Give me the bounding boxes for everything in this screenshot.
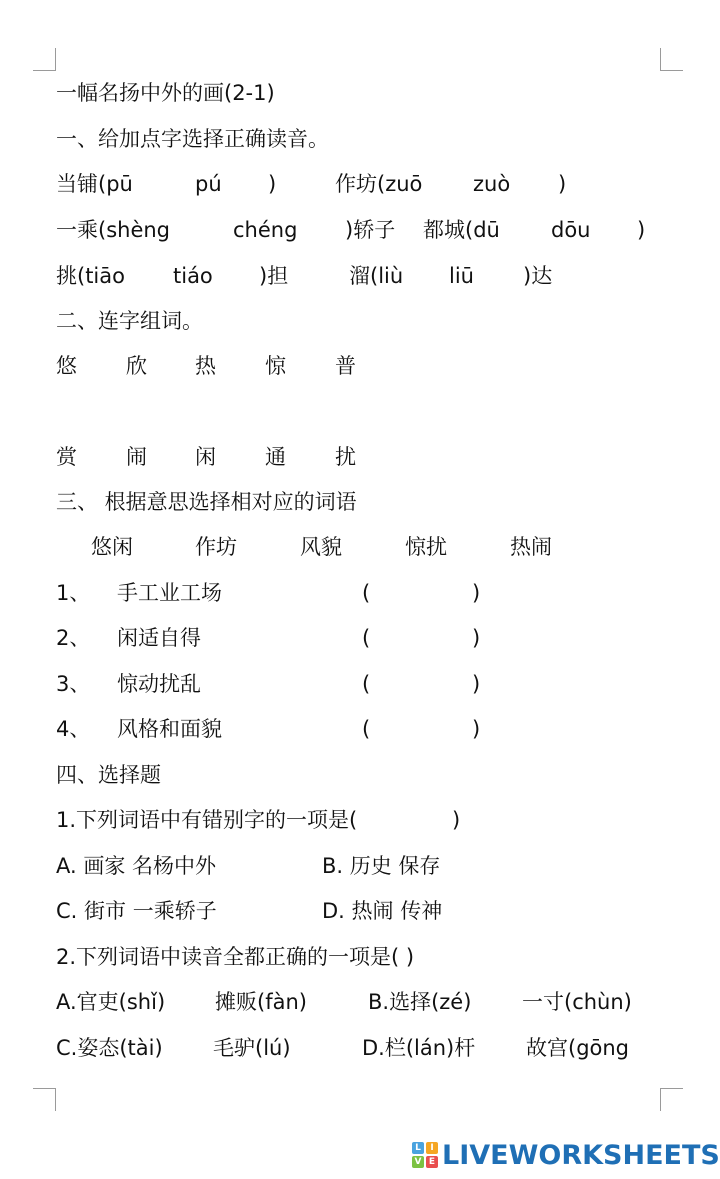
question-text: 2.下列词语中读音全都正确的一项是( ) bbox=[56, 945, 415, 969]
pinyin-option[interactable]: 当铺(pū bbox=[56, 172, 133, 196]
answer-blank[interactable]: ( bbox=[362, 626, 371, 650]
choice-option[interactable]: C.姿态(tài) bbox=[56, 1036, 163, 1060]
answer-blank[interactable]: ) bbox=[452, 808, 461, 832]
bracket-text: )担 bbox=[259, 264, 289, 288]
word-bank-item[interactable]: 作坊 bbox=[195, 535, 237, 559]
match-char[interactable]: 通 bbox=[265, 445, 286, 469]
pinyin-option[interactable]: 作坊(zuō bbox=[335, 172, 423, 196]
choice-option[interactable]: A.官吏(shǐ) bbox=[56, 990, 166, 1014]
heading-text: 三、 根据意思选择相对应的词语 bbox=[56, 490, 357, 514]
match-char[interactable]: 热 bbox=[195, 354, 216, 378]
bracket-text: ) bbox=[558, 172, 567, 196]
choice-option[interactable]: B.选择(zé) bbox=[368, 990, 472, 1014]
definition-text: 手工业工场 bbox=[117, 581, 222, 605]
pinyin-option[interactable]: dōu bbox=[551, 218, 591, 242]
page-corner-mark bbox=[33, 1088, 56, 1111]
pinyin-option[interactable]: 一乘(shèng bbox=[56, 218, 171, 242]
logo-tile: V bbox=[412, 1156, 424, 1168]
definition-text: 惊动扰乱 bbox=[117, 672, 201, 696]
choice-option: 一寸(chùn) bbox=[522, 990, 632, 1014]
pinyin-option[interactable]: 挑(tiāo bbox=[56, 264, 125, 288]
brand-name: LIVEWORKSHEETS bbox=[442, 1139, 720, 1171]
pinyin-option[interactable]: pú bbox=[195, 172, 222, 196]
item-number: 1、 bbox=[56, 581, 91, 605]
answer-blank: ) bbox=[472, 626, 481, 650]
logo-tile: I bbox=[426, 1142, 438, 1154]
answer-blank[interactable]: ( bbox=[362, 717, 371, 741]
word-bank-item[interactable]: 热闹 bbox=[510, 535, 552, 559]
definition-text: 风格和面貌 bbox=[117, 717, 222, 741]
pinyin-option[interactable]: 溜(liù bbox=[349, 264, 404, 288]
pinyin-option[interactable]: 都城(dū bbox=[423, 218, 500, 242]
choice-option[interactable]: D. 热闹 传神 bbox=[322, 899, 443, 923]
heading-text: 一、给加点字选择正确读音。 bbox=[56, 127, 329, 151]
answer-blank[interactable]: ( bbox=[362, 581, 371, 605]
choice-option[interactable]: C. 街市 一乘轿子 bbox=[56, 899, 217, 923]
heading-text: 二、连字组词。 bbox=[56, 309, 203, 333]
word-bank-item[interactable]: 风貌 bbox=[300, 535, 342, 559]
match-char[interactable]: 扰 bbox=[335, 445, 356, 469]
answer-blank: ) bbox=[472, 717, 481, 741]
pinyin-option[interactable]: zuò bbox=[473, 172, 511, 196]
answer-blank: ) bbox=[472, 672, 481, 696]
bracket-text: )达 bbox=[523, 264, 553, 288]
pinyin-option[interactable]: tiáo bbox=[173, 264, 213, 288]
item-number: 3、 bbox=[56, 672, 91, 696]
logo-tile: E bbox=[426, 1156, 438, 1168]
pinyin-option[interactable]: liū bbox=[449, 264, 474, 288]
match-char[interactable]: 闹 bbox=[126, 445, 147, 469]
choice-option: 故宫(gōng bbox=[526, 1036, 630, 1060]
match-char[interactable]: 赏 bbox=[56, 445, 77, 469]
question-text: 1.下列词语中有错别字的一项是( bbox=[56, 808, 358, 832]
word-bank-item[interactable]: 悠闲 bbox=[91, 535, 133, 559]
answer-blank: ) bbox=[472, 581, 481, 605]
choice-option[interactable]: A. 画家 名杨中外 bbox=[56, 854, 217, 878]
match-char[interactable]: 惊 bbox=[265, 354, 286, 378]
title-text: 一幅名扬中外的画(2-1) bbox=[56, 81, 275, 105]
liveworksheets-brand[interactable] bbox=[412, 1138, 720, 1172]
choice-option: 毛驴(lú) bbox=[213, 1036, 291, 1060]
item-number: 2、 bbox=[56, 626, 91, 650]
liveworksheets-logo-icon bbox=[412, 1142, 438, 1168]
match-char[interactable]: 悠 bbox=[56, 354, 77, 378]
choice-option[interactable]: D.栏(lán)杆 bbox=[362, 1036, 476, 1060]
match-char[interactable]: 普 bbox=[335, 354, 356, 378]
page-corner-mark bbox=[660, 1088, 683, 1111]
bracket-text: ) bbox=[268, 172, 277, 196]
item-number: 4、 bbox=[56, 717, 91, 741]
page-corner-mark bbox=[33, 48, 56, 71]
answer-blank[interactable]: ( bbox=[362, 672, 371, 696]
logo-tile: L bbox=[412, 1142, 424, 1154]
match-char[interactable]: 闲 bbox=[195, 445, 216, 469]
bracket-text: )轿子 bbox=[345, 218, 396, 242]
word-bank-item[interactable]: 惊扰 bbox=[405, 535, 447, 559]
page-corner-mark bbox=[660, 48, 683, 71]
match-char[interactable]: 欣 bbox=[126, 354, 147, 378]
choice-option: 摊贩(fàn) bbox=[215, 990, 307, 1014]
choice-option[interactable]: B. 历史 保存 bbox=[322, 854, 441, 878]
pinyin-option[interactable]: chéng bbox=[233, 218, 298, 242]
definition-text: 闲适自得 bbox=[117, 626, 201, 650]
heading-text: 四、选择题 bbox=[56, 763, 161, 787]
bracket-text: ) bbox=[637, 218, 646, 242]
